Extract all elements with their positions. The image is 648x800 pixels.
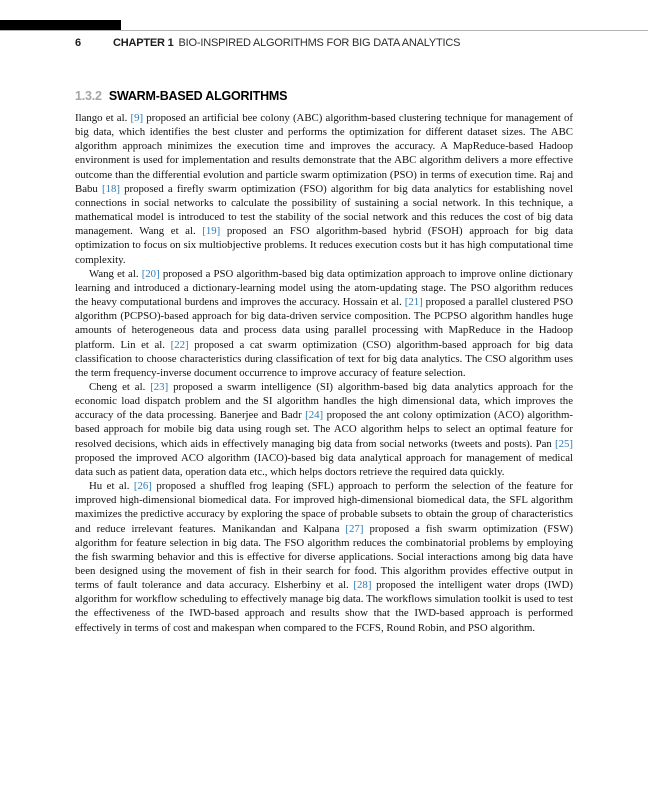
paragraph xyxy=(75,267,573,380)
text-run: proposed a firefly swarm optimization (FSO) algorithm for big data analytics for establishing novel connections in social networks to calculate the possibility of sustaining a social network. In this technique, a mathematical model is introduced to test the stability of the social network and this reduces the cost of big data management. Wang et al. xyxy=(75,182,573,238)
paragraph xyxy=(75,479,573,635)
citation-link[interactable]: [20] xyxy=(141,267,160,280)
citation-link[interactable]: [21] xyxy=(404,296,423,309)
citation-link[interactable]: [26] xyxy=(133,480,152,493)
section-title: SWARM-BASED ALGORITHMS xyxy=(108,89,288,103)
text-run: Wang et al. xyxy=(89,267,142,280)
text-run: proposed a shuffled frog leaping (SFL) approach to perform the selection of the feature for improved high-dimensional biomedical data. For improved high-dimensional biomedical data, the SFL algorithm maximizes the predictive accuracy by exploring the space of probable subsets to obtain the group of characteristics and reduce irrelevant features. Manikandan and Kalpana xyxy=(75,480,573,535)
text-run: Ilango et al. xyxy=(75,112,131,124)
citation-link[interactable]: [28] xyxy=(353,579,372,592)
chapter-tab-bar xyxy=(0,20,121,30)
section-number: 1.3.2 xyxy=(75,89,102,103)
header-rule xyxy=(0,30,648,31)
text-run: Hu et al. xyxy=(89,480,134,493)
paragraph xyxy=(75,380,573,479)
text-run: proposed the ant colony optimization (ACO) algorithm-based approach for mobile big data using rough set. The ACO algorithm helps to select an optimal feature for resolved decisions, which aids in effectively managing big data from social networks (tweets and posts). Pan xyxy=(75,409,573,450)
text-run: proposed a swarm intelligence (SI) algorithm-based big data analytics approach for the economic load dispatch problem and the SI algorithm handles the high dimensional data, which improves the accuracy of the data processing. Banerjee and Badr xyxy=(75,380,573,422)
chapter-label: CHAPTER 1 xyxy=(113,37,174,49)
citation-link[interactable]: [18] xyxy=(101,182,120,195)
text-run: proposed an artificial bee colony (ABC) algorithm-based clustering technique for management of big data, which identifies the best cluster and performs the optimization for different dataset sizes. The ABC algorithm approach minimizes the execution time and improves the accuracy. A MapReduce-based Hadoop environment is used for implementation and results demonstrate that the ABC algorithm delivers a more effective outcome than the differential evolution and particle swarm optimization (PSO) in terms of execution time. Raj and Babu xyxy=(75,112,573,195)
citation-link[interactable]: [27] xyxy=(345,522,364,535)
citation-link[interactable]: [19] xyxy=(202,225,221,238)
page-number: 6 xyxy=(75,37,81,49)
citation-link[interactable]: [24] xyxy=(305,409,324,422)
citation-link[interactable]: [25] xyxy=(555,437,573,450)
text-run: proposed an FSO algorithm-based hybrid (FSOH) approach for big data optimization to focus on six multiobjective problems. It reduces execution costs but it has high computational time complexity. xyxy=(75,225,573,266)
running-head xyxy=(75,37,460,49)
section-heading xyxy=(75,89,287,103)
citation-link[interactable]: [23] xyxy=(150,380,169,393)
text-run: proposed the improved ACO algorithm (IACO)-based big data analytical approach for management of medical data such as patient data, operation data etc., which helps doctors retrieve the required data quickly. xyxy=(75,451,573,478)
body-paragraphs xyxy=(75,111,573,635)
text-run: proposed a PSO algorithm-based big data optimization approach to improve online dictionary learning and introduced a dictionary-learning model using the atom-updating stage. The PSO algorithm reduces the heavy computational burdens and improves the accuracy. Hossain et al. xyxy=(75,267,574,309)
chapter-title: BIO-INSPIRED ALGORITHMS FOR BIG DATA ANALYTICS xyxy=(178,37,461,49)
text-run: proposed a fish swarm optimization (FSW) algorithm for feature selection in big data. The FSO algorithm reduces the combinatorial problems by employing the fish swarming behavior and this is effective for diverse applications. Social interactions among big data have been designed using the movement of fish in their search for food. This algorithm provides effective output in terms of fault tolerance and data accuracy. Elsherbiny et al. xyxy=(75,522,573,592)
citation-link[interactable]: [22] xyxy=(170,338,189,351)
citation-link[interactable]: [9] xyxy=(130,112,144,124)
text-run: Cheng et al. xyxy=(89,380,151,393)
text-run: proposed a parallel clustered PSO algorithm (PCPSO)-based approach for big data-driven service composition. The PCPSO algorithm handles huge amounts of heterogeneous data and process data using parallel processing with MapReduce in the Hadoop platform. Lin et al. xyxy=(75,296,573,351)
text-run: proposed a cat swarm optimization (CSO) algorithm-based approach for big data classification to choose characteristics during classification of text for big data analytics. The CSO algorithm uses the term frequency-inverse document occurrence to improve accuracy of feature selection. xyxy=(75,338,574,379)
paragraph xyxy=(75,111,573,267)
text-run: proposed the intelligent water drops (IWD) algorithm for workflow scheduling to effectively manage big data. The workflows simulation toolkit is used to test the effectiveness of the IWD-based approach and results show that the IWD-based approach is performed effectively in terms of cost and makespan when compared to the FCFS, Round Robin, and PSO algorithm. xyxy=(75,579,573,634)
